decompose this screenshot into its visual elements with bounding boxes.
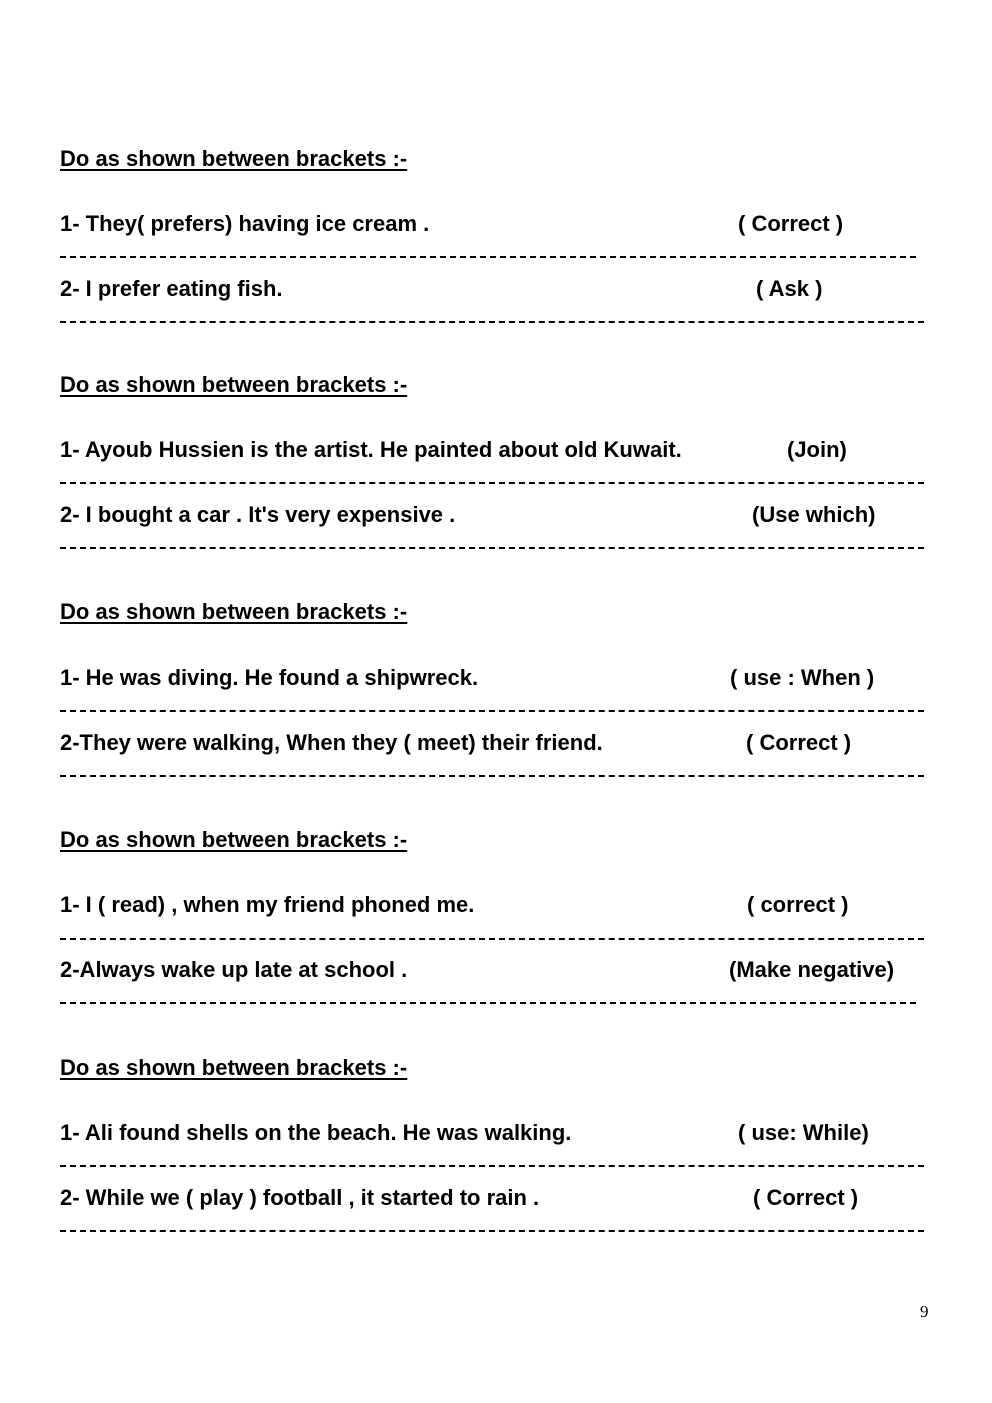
- page-number: 9: [920, 1302, 929, 1321]
- question-text: 1- He was diving. He found a shipwreck.: [60, 665, 479, 690]
- answer-line[interactable]: [60, 547, 924, 549]
- question-instruction: (Join): [787, 437, 847, 462]
- question-instruction: ( use : When ): [730, 665, 875, 690]
- question-text: 2- While we ( play ) football , it started to rain .: [60, 1185, 540, 1210]
- question-instruction: ( Correct ): [746, 730, 852, 755]
- question-instruction: (Use which): [752, 502, 876, 527]
- answer-line[interactable]: [60, 938, 924, 940]
- question-text: 1- Ayoub Hussien is the artist. He painted about old Kuwait.: [60, 437, 682, 462]
- section-heading: Do as shown between brackets :-: [60, 146, 408, 171]
- question-text: 2-Always wake up late at school .: [60, 957, 408, 982]
- question-text: 2-They were walking, When they ( meet) their friend.: [60, 730, 603, 755]
- question-text: 1- They( prefers) having ice cream .: [60, 211, 430, 236]
- question-text: 1- I ( read) , when my friend phoned me.: [60, 892, 475, 917]
- section-heading: Do as shown between brackets :-: [60, 599, 408, 624]
- answer-line[interactable]: [60, 1165, 924, 1167]
- question-instruction: ( Correct ): [753, 1185, 859, 1210]
- question-instruction: ( use: While): [738, 1120, 869, 1145]
- question-instruction: ( Correct ): [738, 211, 844, 236]
- section-heading: Do as shown between brackets :-: [60, 827, 408, 852]
- question-text: 1- Ali found shells on the beach. He was walking.: [60, 1120, 572, 1145]
- answer-line[interactable]: [60, 482, 924, 484]
- question-instruction: ( Ask ): [756, 276, 823, 301]
- question-text: 2- I bought a car . It's very expensive .: [60, 502, 456, 527]
- question-instruction: (Make negative): [729, 957, 895, 982]
- answer-line[interactable]: [60, 1230, 924, 1232]
- section-heading: Do as shown between brackets :-: [60, 1055, 408, 1080]
- question-instruction: ( correct ): [747, 892, 849, 917]
- answer-line[interactable]: [60, 256, 916, 258]
- answer-line[interactable]: [60, 1002, 916, 1004]
- section-heading: Do as shown between brackets :-: [60, 372, 408, 397]
- answer-line[interactable]: [60, 321, 924, 323]
- answer-line[interactable]: [60, 775, 924, 777]
- question-text: 2- I prefer eating fish.: [60, 276, 283, 301]
- answer-line[interactable]: [60, 710, 924, 712]
